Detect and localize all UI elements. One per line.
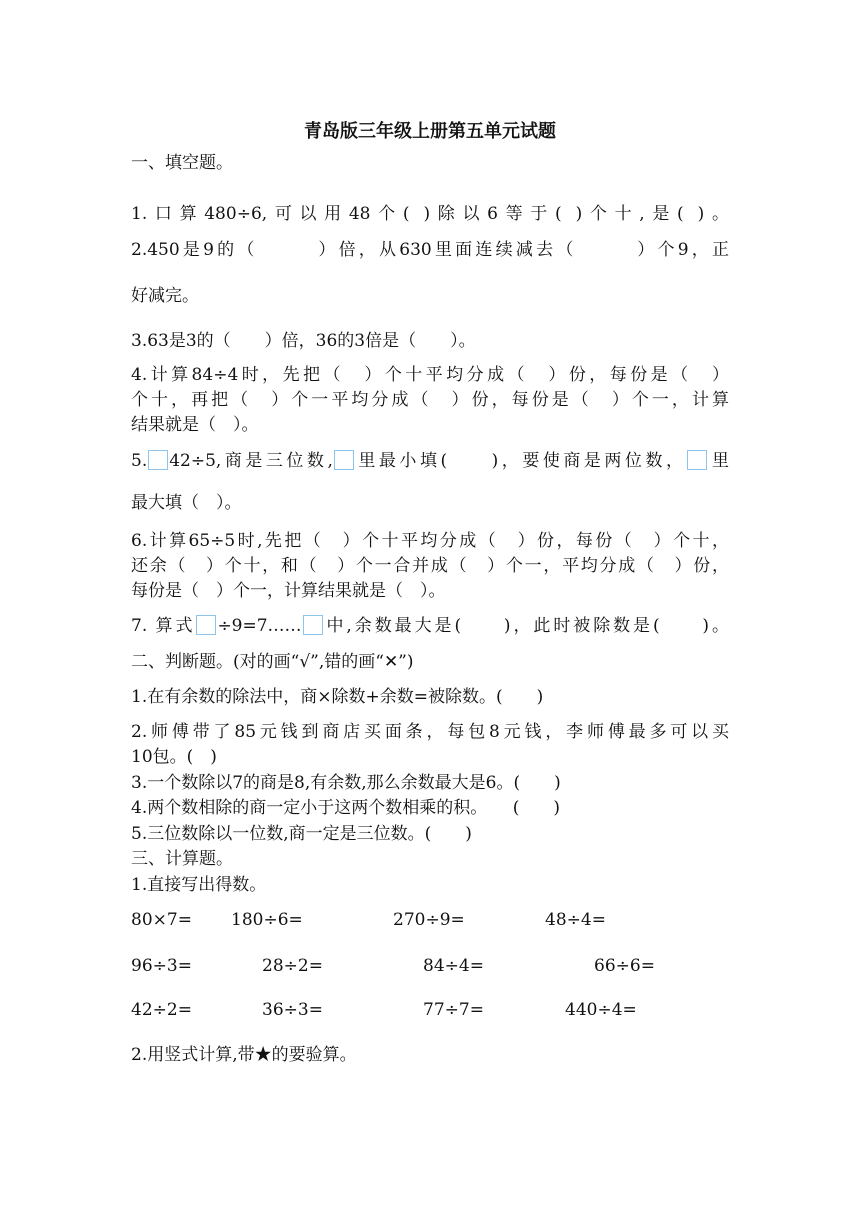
page-title: 青岛版三年级上册第五单元试题 bbox=[304, 121, 556, 142]
section3-sub1: 1.直接写出得数。 bbox=[131, 875, 267, 895]
section3-sub2: 2.用竖式计算,带★的要验算。 bbox=[131, 1045, 357, 1065]
question-1-2-line2: 好减完。 bbox=[131, 286, 199, 306]
question-2-4: 4.两个数相除的商一定小于这两个数相乘的积。 ( ) bbox=[131, 798, 560, 818]
question-2-5: 5.三位数除以一位数,商一定是三位数。( ) bbox=[131, 824, 472, 844]
question-1-6-line3: 每份是（ ）个一，计算结果就是（ ）。 bbox=[131, 581, 446, 601]
question-1-6-line1: 6.计算65÷5时,先把（ ）个十平均分成（ ）份，每份（ ）个十， bbox=[131, 531, 729, 551]
question-1-4-line1: 4.计算84÷4时，先把（ ）个十平均分成（ ）份，每份是（ ） bbox=[131, 365, 729, 385]
answer-box[interactable] bbox=[303, 615, 323, 635]
answer-box[interactable] bbox=[687, 450, 707, 470]
calc-item: 96÷3= bbox=[131, 956, 192, 976]
question-1-5-line2: 最大填（ ）。 bbox=[131, 493, 242, 513]
section1-heading: 一、填空题。 bbox=[131, 153, 233, 173]
answer-box[interactable] bbox=[148, 450, 168, 470]
question-2-1: 1.在有余数的除法中，商×除数+余数=被除数。( ) bbox=[131, 687, 544, 707]
question-1-1: 1.口算480÷6,可以用48个( )除以6等于( )个十,是( )。 bbox=[131, 204, 729, 224]
question-1-2-line1: 2.450是9的（ ）倍，从630里面连续减去（ ）个9，正 bbox=[131, 240, 729, 260]
calc-item: 270÷9= bbox=[393, 910, 465, 930]
calc-item: 36÷3= bbox=[262, 1000, 323, 1020]
calc-item: 84÷4= bbox=[423, 956, 484, 976]
answer-box[interactable] bbox=[334, 450, 354, 470]
section3-heading: 三、计算题。 bbox=[131, 849, 233, 869]
question-1-6-line2: 还余（ ）个十，和（ ）个一合并成（ ）个一，平均分成（ ）份， bbox=[131, 556, 729, 576]
calc-item: 80×7= bbox=[131, 910, 192, 930]
calc-item: 28÷2= bbox=[262, 956, 323, 976]
question-2-2-line1: 2.师傅带了85元钱到商店买面条，每包8元钱，李师傅最多可以买 bbox=[131, 722, 729, 742]
question-2-3: 3.一个数除以7的商是8,有余数,那么余数最大是6。( ) bbox=[131, 773, 561, 793]
question-2-2-line2: 10包。( ) bbox=[131, 747, 217, 767]
calc-item: 48÷4= bbox=[545, 910, 606, 930]
question-1-7: 7. 算式 ÷9=7…… 中,余数最大是( )，此时被除数是( )。 bbox=[131, 616, 730, 636]
question-1-5-line1: 5. 42÷5,商是三位数, 里最小填( )，要使商是两位数， 里 bbox=[131, 451, 730, 471]
calc-item: 440÷4= bbox=[565, 1000, 637, 1020]
section2-heading: 二、判断题。(对的画“√”,错的画“✕”) bbox=[131, 652, 414, 672]
answer-box[interactable] bbox=[196, 615, 216, 635]
calc-item: 42÷2= bbox=[131, 1000, 192, 1020]
calc-item: 180÷6= bbox=[231, 910, 303, 930]
question-1-3: 3.63是3的（ ）倍，36的3倍是（ ）。 bbox=[131, 331, 476, 351]
question-1-4-line2: 个十，再把（ ）个一平均分成（ ）份，每份是（ ）个一，计算 bbox=[131, 390, 729, 410]
question-1-4-line3: 结果就是（ ）。 bbox=[131, 415, 259, 435]
calc-item: 77÷7= bbox=[423, 1000, 484, 1020]
calc-item: 66÷6= bbox=[594, 956, 655, 976]
